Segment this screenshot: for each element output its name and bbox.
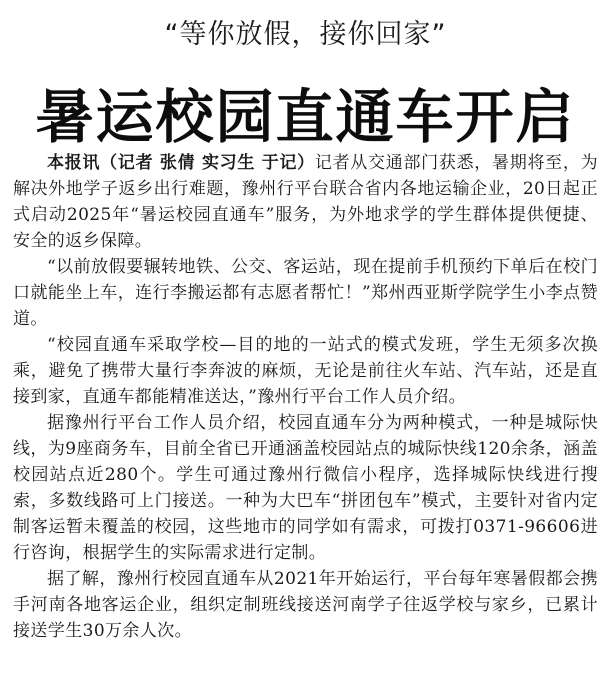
paragraph-text: 记者从交通部门获悉，暑期将至，为解决外地学子返乡出行难题，豫州行平台联合省内各地运输企业，20日起正式启动2025年“暑运校园直通车”服务，为外地求学的学生群体提供便捷、安全的返乡保障。	[13, 153, 598, 251]
article-paragraph	[13, 150, 598, 254]
article-paragraph: 据了解，豫州行校园直通车从2021年开始运行，平台每年寒暑假都会携手河南各地客运企业，组织定制班线接送河南学子往返学校与家乡，已累计接送学生30万余人次。	[13, 569, 598, 641]
article-headline: 暑运校园直通车开启	[35, 83, 576, 151]
article-subtitle: “等你放假，接你回家”	[164, 19, 447, 50]
article-byline: 本报讯（记者 张倩 实习生 于记）	[47, 153, 315, 173]
article-paragraph: “以前放假要辗转地铁、公交、客运站，现在提前手机预约下单后在校门口就能坐上车，连行李搬运都有志愿者帮忙！”郑州西亚斯学院学生小李点赞道。	[13, 257, 598, 329]
article-paragraph: 据豫州行平台工作人员介绍，校园直通车分为两种模式，一种是城际快线，为9座商务车，目前全省已开通涵盖校园站点的城际快线120余条，涵盖校园站点近280个。学生可通过豫州行微信小程序，选择城际快线进行搜索，多数线路可上门接送。一种为大巴车“拼团包车”模式，主要针对省内定制客运暂未覆盖的校园，这些地市的同学如有需求，可拨打0371-96606进行咨询，根据学生的实际需求进行定制。	[13, 413, 598, 563]
article-paragraph: “校园直通车采取学校—目的地的一站式的模式发班，学生无须多次换乘，避免了携带大量行李奔波的麻烦，无论是前往火车站、汽车站，还是直接到家，直通车都能精准送达，”豫州行平台工作人员介绍。	[13, 335, 598, 407]
article-body	[13, 150, 598, 644]
